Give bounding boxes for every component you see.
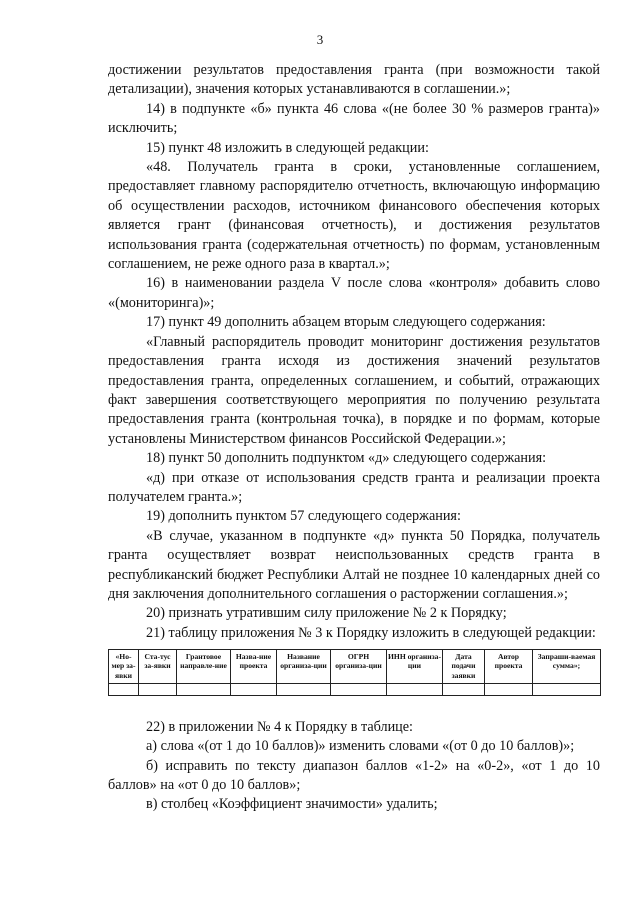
paragraph: 21) таблицу приложения № 3 к Порядку изложить в следующей редакции:	[146, 624, 596, 641]
table-header-row	[109, 650, 601, 684]
application-table	[108, 649, 601, 696]
table-header-cell: Грантовое направле-ние	[177, 650, 231, 684]
table-row	[109, 683, 601, 695]
table-header-cell: Дата подачи заявки	[443, 650, 485, 684]
page-number: 3	[316, 32, 324, 47]
paragraph: 18) пункт 50 дополнить подпунктом «д» следующего содержания:	[146, 450, 547, 467]
table-header-cell: ИНН организа-ции	[387, 650, 443, 684]
document-body	[108, 61, 600, 815]
paragraph: «Главный распорядитель проводит мониторинг достижения результатов предоставления гранта исходя из достижения значений результатов предоставления гранта, определенных соглашением, и событий, отражающих факт завершения соответствующего мероприятия по получению результата предоставления гранта (контрольная точка), в порядке и по формам, которые установлены Министерством финансов Российской Федерации.»;	[108, 333, 600, 447]
paragraph: 22) в приложении № 4 к Порядку в таблице:	[146, 718, 413, 735]
table-cell	[533, 683, 601, 695]
paragraph: «д) при отказе от использования средств гранта и реализации проекта получателем гранта.»;	[108, 469, 600, 505]
table-cell	[177, 683, 231, 695]
paragraph: б) исправить по тексту диапазон баллов «1-2» на «0-2», «от 1 до 10 баллов» на «от 0 до 10 баллов»;	[108, 757, 600, 794]
paragraph: «48. Получатель гранта в сроки, установленные соглашением, предоставляет главному распорядителю отчетность, включающую информацию об осуществлении расходов, источником финансового обеспечения которых является грант (финансовая отчетность), и достижения результатов использования гранта (содержательная отчетность) по формам, установленным соглашением, не реже одного раза в квартал.»;	[108, 159, 600, 273]
paragraph: 16) в наименовании раздела V после слова «контроля» добавить слово «(мониторинга)»;	[108, 275, 600, 311]
table-header-cell: Ста-тус за-явки	[139, 650, 177, 684]
paragraph: 19) дополнить пунктом 57 следующего содержания:	[146, 508, 461, 525]
table-cell	[387, 683, 443, 695]
paragraph: 17) пункт 49 дополнить абзацем вторым следующего содержания:	[146, 314, 546, 331]
table-cell	[277, 683, 331, 695]
table-cell	[331, 683, 387, 695]
table-cell	[485, 683, 533, 695]
table-header-cell: Название организа-ции	[277, 650, 331, 684]
paragraph: 20) признать утратившим силу приложение № 2 к Порядку;	[146, 605, 507, 622]
table-header-cell: Автор проекта	[485, 650, 533, 684]
table-header-cell: «Но-мер за-явки	[109, 650, 139, 684]
table-header-cell: Запраши-ваемая сумма»;	[533, 650, 601, 684]
table-cell	[109, 683, 139, 695]
paragraph: достижении результатов предоставления гранта (при возможности такой детализации), значения которых устанавливаются в соглашении.»;	[108, 62, 600, 98]
paragraph: 15) пункт 48 изложить в следующей редакции:	[146, 139, 429, 156]
table-cell	[139, 683, 177, 695]
paragraph: 14) в подпункте «б» пункта 46 слова «(не более 30 % размеров гранта)» исключить;	[108, 100, 600, 137]
paragraph: в) столбец «Коэффициент значимости» удалить;	[146, 796, 438, 813]
table-header-cell: Назва-ние проекта	[231, 650, 277, 684]
paragraph: а) слова «(от 1 до 10 баллов)» изменить словами «(от 0 до 10 баллов)»;	[146, 738, 575, 755]
table-header-cell: ОГРН организа-ции	[331, 650, 387, 684]
table-cell	[443, 683, 485, 695]
paragraph: «В случае, указанном в подпункте «д» пункта 50 Порядка, получатель гранта осуществляет возврат неиспользованных средств гранта в республиканский бюджет Республики Алтай не позднее 10 календарных дней со дня заключения дополнительного соглашения о расторжении соглашения.»;	[108, 527, 600, 602]
table-cell	[231, 683, 277, 695]
